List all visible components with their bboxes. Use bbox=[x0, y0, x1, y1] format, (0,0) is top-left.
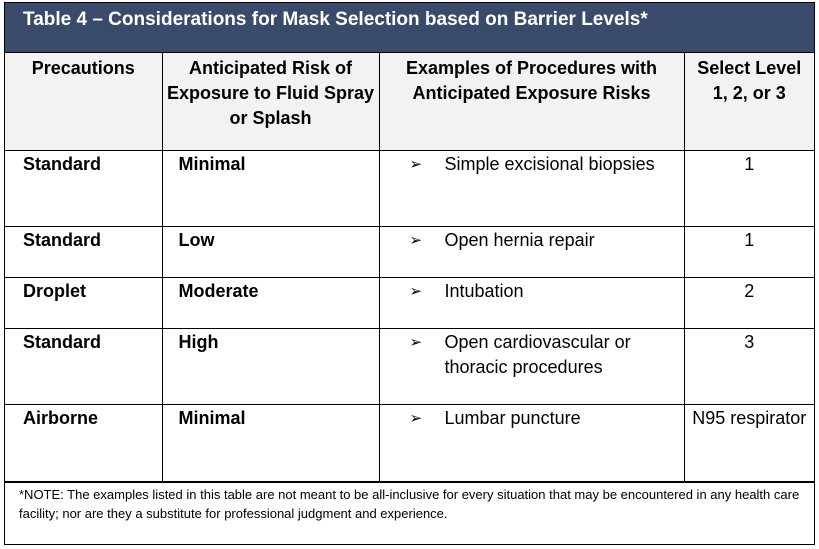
header-row bbox=[5, 53, 814, 150]
mask-selection-table bbox=[5, 53, 814, 482]
table-footnote: *NOTE: The examples listed in this table are not meant to be all-inclusive for every situation that may be encountered in any health care facility; nor are they a substitute for professional judgment and experience. bbox=[5, 482, 814, 532]
precaution-cell: Droplet bbox=[5, 277, 162, 328]
procedure-text: Lumbar puncture bbox=[444, 407, 581, 428]
header-precautions: Precautions bbox=[5, 53, 162, 150]
procedure-text: Open cardiovascular or thoracic procedures bbox=[444, 331, 631, 377]
arrow-bullet-icon: ➢ bbox=[409, 409, 423, 427]
risk-cell: Minimal bbox=[162, 404, 379, 481]
risk-cell: High bbox=[162, 328, 379, 404]
level-cell: 3 bbox=[684, 328, 814, 404]
table-title: Table 4 – Considerations for Mask Selection based on Barrier Levels* bbox=[5, 3, 814, 53]
procedure-cell bbox=[379, 404, 684, 481]
arrow-bullet-icon: ➢ bbox=[409, 155, 423, 173]
table-row bbox=[5, 277, 814, 328]
table-row bbox=[5, 404, 814, 481]
table-row bbox=[5, 328, 814, 404]
header-procedure-examples: Examples of Procedures with Anticipated Exposure Risks bbox=[379, 53, 684, 150]
level-cell: 2 bbox=[684, 277, 814, 328]
risk-cell: Moderate bbox=[162, 277, 379, 328]
arrow-bullet-icon: ➢ bbox=[409, 282, 423, 300]
table-row bbox=[5, 226, 814, 277]
precaution-cell: Standard bbox=[5, 150, 162, 226]
precaution-cell: Standard bbox=[5, 328, 162, 404]
precaution-cell: Standard bbox=[5, 226, 162, 277]
level-cell: N95 respirator bbox=[684, 404, 814, 481]
table-row bbox=[5, 150, 814, 226]
procedure-cell bbox=[379, 150, 684, 226]
precaution-cell: Airborne bbox=[5, 404, 162, 481]
risk-cell: Minimal bbox=[162, 150, 379, 226]
arrow-bullet-icon: ➢ bbox=[409, 333, 423, 351]
level-cell: 1 bbox=[684, 226, 814, 277]
procedure-cell bbox=[379, 328, 684, 404]
risk-cell: Low bbox=[162, 226, 379, 277]
arrow-bullet-icon: ➢ bbox=[409, 231, 423, 249]
procedure-cell bbox=[379, 226, 684, 277]
header-anticipated-risk: Anticipated Risk of Exposure to Fluid Spray or Splash bbox=[162, 53, 379, 150]
level-cell: 1 bbox=[684, 150, 814, 226]
mask-selection-table-container bbox=[4, 2, 815, 545]
procedure-text: Intubation bbox=[444, 280, 524, 301]
procedure-cell bbox=[379, 277, 684, 328]
header-select-level: Select Level 1, 2, or 3 bbox=[684, 53, 814, 150]
procedure-text: Simple excisional biopsies bbox=[444, 153, 655, 174]
procedure-text: Open hernia repair bbox=[444, 229, 595, 250]
